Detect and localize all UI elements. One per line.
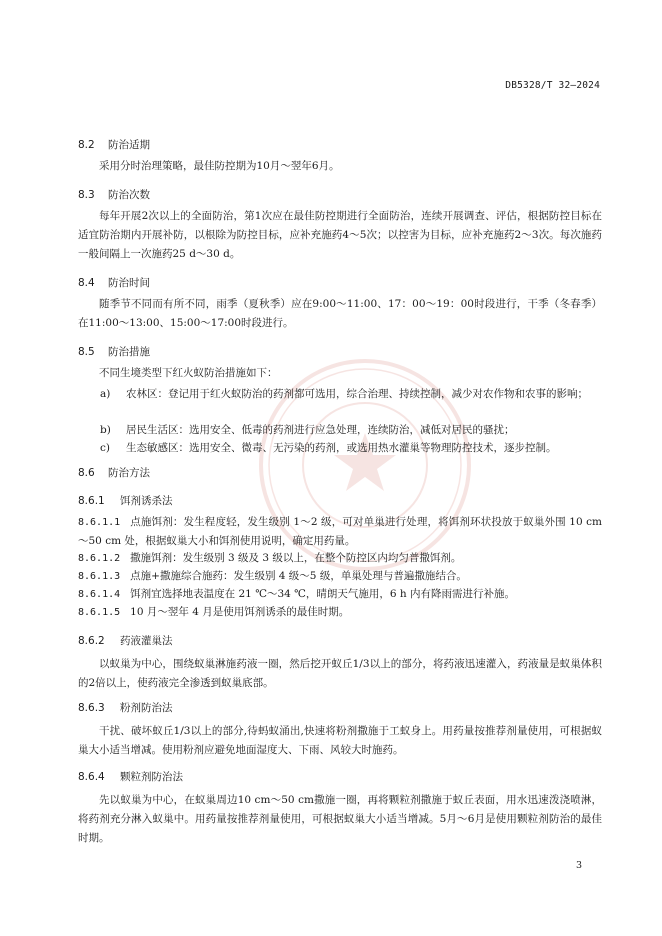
list-text: 农林区：登记用于红火蚁防治的药剂都可选用，综合治理、持续控制，减少对农作物和农事的影响； [126,388,588,400]
section-number: 8.4 [78,277,95,289]
section-title: 防治适期 [108,139,150,151]
clause-8-6-1-1 [78,513,602,551]
section-heading-8-4 [78,275,150,290]
clause-number: 8.6.1.5 [78,607,121,618]
clause-number: 8.6.1.2 [78,553,121,564]
section-title: 防治时间 [108,277,150,289]
section-title: 防治方法 [108,467,150,479]
clause-text: 饵剂宜选择地表温度在 21 ℃～34 ℃，晴朗天气施用，6 h 内有降雨需进行补施。 [130,588,515,600]
section-number: 8.3 [78,189,95,201]
section-title: 防治次数 [108,189,150,201]
clause-text: 撒施饵剂：发生级别 3 级及 3 级以上，在整个防控区内均匀普撒饵剂。 [130,552,462,564]
section-number: 8.6.3 [78,702,105,714]
clause-number: 8.6.1.4 [78,589,121,600]
list-item [100,439,602,457]
list-text: 生态敏感区：选用安全、微毒、无污染的药剂，或选用热水灌巢等物理防控技术，逐步控制。 [126,442,557,454]
list-text: 居民生活区：选用安全、低毒的药剂进行应急处理，连续防治，减低对居民的骚扰； [126,424,515,436]
section-title: 药液灌巢法 [120,635,173,647]
document-number: DB5328/T 32—2024 [505,80,600,91]
section-heading-8-5 [78,344,150,359]
list-marker: b) [100,424,111,436]
list-marker: c) [100,442,110,454]
section-heading-8-6-4 [78,769,183,784]
clause-number: 8.6.1.1 [78,517,121,528]
section-number: 8.6.1 [78,495,105,507]
clause-number: 8.6.1.3 [78,571,121,582]
section-heading-8-6 [78,465,150,480]
list-item [100,385,602,403]
section-title: 粉剂防治法 [120,702,173,714]
section-intro-8-5: 不同生境类型下红火蚁防治措施如下： [99,367,278,379]
section-heading-8-6-2 [78,633,173,648]
clause-text: 点施+撒施综合施药：发生级别 4 级～5 级，单巢处理与普遍撒施结合。 [130,570,467,582]
clause-8-6-1-5 [78,603,602,622]
clause-8-6-1-3 [78,567,602,586]
section-number: 8.2 [78,139,95,151]
section-body-8-6-2: 以蚁巢为中心，围绕蚁巢淋施药液一圈，然后挖开蚁丘1/3以上的部分，将药液迅速灌入，药液量是蚁巢体积的2倍以上，使药液完全渗透到蚁巢底部。 [78,658,602,689]
section-heading-8-6-1 [78,493,173,508]
section-heading-8-3 [78,187,150,202]
section-number: 8.6.2 [78,635,105,647]
list-marker: a) [100,388,111,400]
section-body-8-3: 每年开展2次以上的全面防治，第1次应在最佳防控期进行全面防治，连续开展调查、评估，根据防控目标在适宜防治期内开展补防，以根除为防控目标，应补充施药4～5次；以控害为目标，应补充施药2～3次。每次施药一般间隔上一次施药25 d～30 d。 [78,210,602,260]
section-number: 8.6.4 [78,771,105,783]
section-body-8-6-4: 先以蚁巢为中心，在蚁巢周边10 cm～50 cm撒施一圈，再将颗粒剂撒施于蚁丘表面，用水迅速泼浇喷淋，将药剂充分淋入蚁巢中。用药量按推荐剂量使用，可根据蚁巢大小适当增减。5月～6月是使用颗粒剂防治的最佳时期。 [78,794,602,844]
section-heading-8-2 [78,137,150,152]
section-body-8-4: 随季节不同而有所不同，雨季（夏秋季）应在9:00～11:00、17：00～19：00时段进行，干季（冬春季）在11:00～13:00、15:00～17:00时段进行。 [78,298,602,329]
clause-8-6-1-2 [78,549,602,568]
section-body-8-6-3: 干扰、破坏蚁丘1/3以上的部分,待蚂蚁涌出,快速将粉剂撒施于工蚁身上。用药量按推荐剂量使用，可根据蚁巢大小适当增减。使用粉剂应避免地面湿度大、下雨、风较大时施药。 [78,725,602,756]
clause-text: 点施饵剂：发生程度轻，发生级别 1～2 级，可对单巢进行处理，将饵剂环状投放于蚁巢外围 10 cm～50 cm 处，根据蚁巢大小和饵剂使用说明，确定用药量。 [78,516,602,547]
section-number: 8.6 [78,467,95,479]
section-title: 饵剂诱杀法 [120,495,173,507]
section-body-8-2: 采用分时治理策略，最佳防控期为10月～翌年6月。 [99,160,340,172]
page-number: 3 [575,860,582,871]
clause-text: 10 月～翌年 4 月是使用饵剂诱杀的最佳时期。 [130,606,350,618]
section-number: 8.5 [78,346,95,358]
section-heading-8-6-3 [78,700,173,715]
clause-8-6-1-4 [78,585,602,604]
section-title: 颗粒剂防治法 [120,771,183,783]
section-title: 防治措施 [108,346,150,358]
list-item [100,421,602,439]
